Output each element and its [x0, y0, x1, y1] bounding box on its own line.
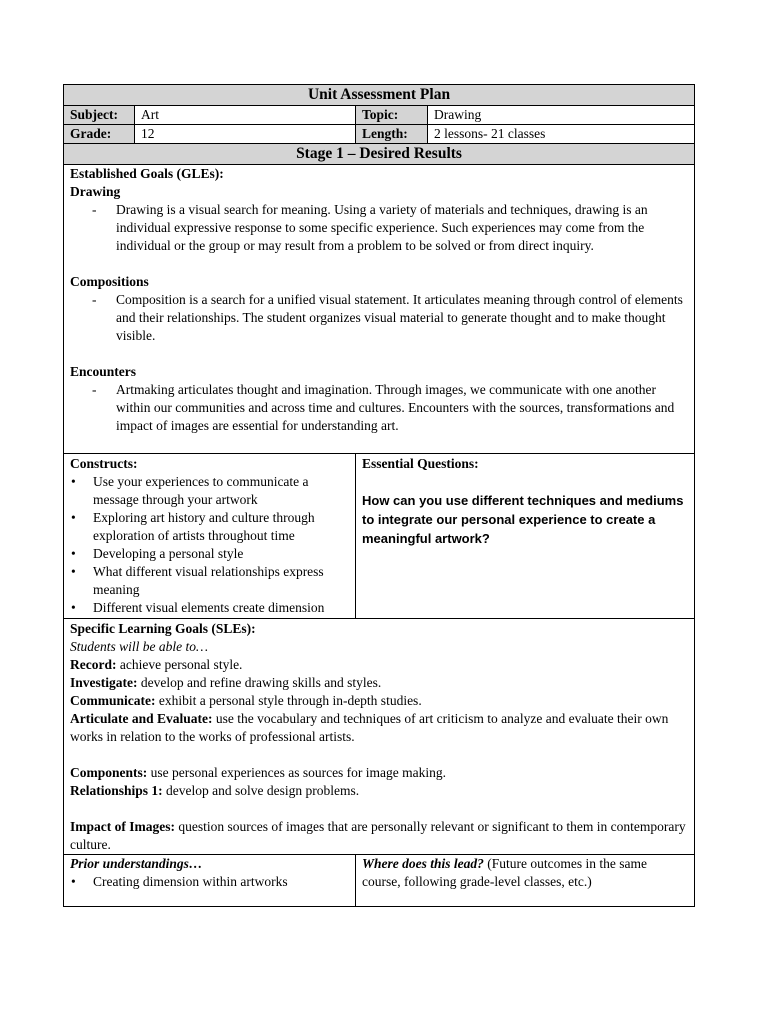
sle-relationships: Relationships 1: develop and solve design problems.	[70, 783, 360, 798]
construct-item: • What different visual relationships express meaning	[93, 563, 339, 599]
goal-list-drawing	[70, 201, 688, 255]
sle-articulate-evaluate: Articulate and Evaluate: use the vocabulary and techniques of art criticism to analyze and evaluate their own works in relation to the works of professional artists.	[70, 711, 669, 744]
essential-questions-heading: Essential Questions:	[362, 456, 479, 471]
essential-questions-cell	[356, 454, 695, 619]
essential-question-text: How can you use different techniques and mediums to integrate our personal experience to create a meaningful artwork?	[362, 493, 684, 546]
construct-item: • Exploring art history and culture through exploration of artists throughout time	[93, 509, 339, 545]
prior-heading: Prior understandings…	[70, 856, 203, 871]
subject-label: Subject:	[64, 106, 135, 125]
sle-record: Record: achieve personal style.	[70, 657, 243, 672]
prior-understandings-cell	[64, 855, 356, 907]
length-value: 2 lessons- 21 classes	[428, 125, 695, 144]
prior-list	[70, 873, 349, 891]
grade-label: Grade:	[64, 125, 135, 144]
goal-list-compositions	[70, 291, 688, 345]
construct-item: • Use your experiences to communicate a message through your artwork	[93, 473, 339, 509]
length-label: Length:	[356, 125, 428, 144]
where-lead-text: Where does this lead? (Future outcomes in the same course, following grade-level classes, etc.)	[362, 856, 647, 889]
goal-text-compositions: - Composition is a search for a unified visual statement. It articulates meaning through control of elements and their relationships. The student organizes visual material to generate thought and to make thought visible.	[116, 291, 688, 345]
goal-heading-compositions: Compositions	[70, 274, 149, 289]
construct-item: • Developing a personal style	[93, 545, 339, 563]
stage1-title: Stage 1 – Desired Results	[64, 144, 695, 165]
constructs-list	[70, 473, 349, 617]
prior-item: • Creating dimension within artworks	[93, 873, 349, 891]
goal-text-encounters: - Artmaking articulates thought and imagination. Through images, we communicate with one another within our communities and across time and cultures. Encounters with the sources, transformations and impact of images are essential for understanding art.	[116, 381, 688, 435]
construct-item: • Different visual elements create dimension	[93, 599, 339, 617]
sles-cell	[64, 619, 695, 855]
established-goals-cell	[64, 165, 695, 454]
sle-communicate: Communicate: exhibit a personal style through in-depth studies.	[70, 693, 422, 708]
sles-heading: Specific Learning Goals (SLEs):	[70, 621, 256, 636]
subject-value: Art	[135, 106, 356, 125]
sles-intro: Students will be able to…	[70, 639, 208, 654]
topic-label: Topic:	[356, 106, 428, 125]
constructs-cell	[64, 454, 356, 619]
sle-investigate: Investigate: develop and refine drawing skills and styles.	[70, 675, 382, 690]
goal-list-encounters	[70, 381, 688, 435]
plan-table	[63, 84, 695, 907]
unit-assessment-plan	[63, 84, 694, 907]
document-title: Unit Assessment Plan	[64, 85, 695, 106]
goal-text-drawing: - Drawing is a visual search for meaning. Using a variety of materials and techniques, drawing is an individual expressive response to some specific experience. Such experiences may come from the individual or the group or may result from a problem to be solved or from direct inquiry.	[116, 201, 688, 255]
where-lead-cell	[356, 855, 695, 907]
sle-impact-of-images: Impact of Images: question sources of images that are personally relevant or significant to them in contemporary culture.	[70, 819, 686, 852]
topic-value: Drawing	[428, 106, 695, 125]
goal-heading-drawing: Drawing	[70, 184, 121, 199]
goal-heading-encounters: Encounters	[70, 364, 137, 379]
constructs-heading: Constructs:	[70, 456, 138, 471]
sle-components: Components: use personal experiences as sources for image making.	[70, 765, 447, 780]
goals-heading: Established Goals (GLEs):	[70, 166, 224, 181]
grade-value: 12	[135, 125, 356, 144]
